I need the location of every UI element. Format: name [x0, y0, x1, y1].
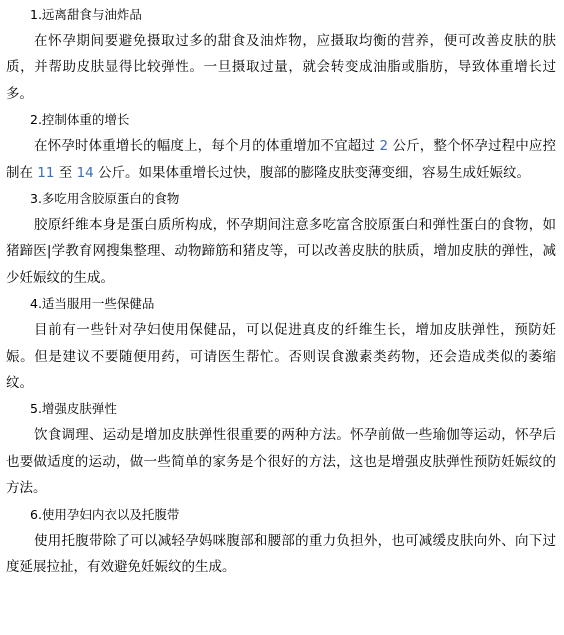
number-value: 14	[76, 164, 94, 181]
section-4	[6, 291, 556, 396]
body-text: 在怀孕时体重增长的幅度上，每个月的体重增加不宜超过	[34, 138, 380, 155]
section-body: 在怀孕期间要避免摄取过多的甜食及油炸物，应摄取均衡的营养，便可改善皮肤的肤质，并帮助皮肤显得比较弹性。一旦摄取过量，就会转变成油脂或脂肪，导致体重增长过多。	[6, 33, 556, 102]
section-6	[6, 502, 556, 581]
section-body: 目前有一些针对孕妇使用保健品，可以促进真皮的纤维生长，增加皮肤弹性，预防妊娠。但是建议不要随便用药，可请医生帮忙。否则误食激素类药物，还会造成类似的萎缩纹。	[6, 322, 556, 392]
section-2	[6, 107, 556, 186]
section-heading: 3.多吃用含胶原蛋白的食物	[30, 191, 180, 207]
body-text: 至	[54, 164, 77, 181]
section-body: 使用托腹带除了可以减轻孕妈咪腹部和腰部的重力负担外，也可减缓皮肤向外、向下过度延展拉扯，有效避免妊娠纹的生成。	[6, 532, 556, 576]
section-heading: 1.远离甜食与油炸品	[30, 7, 142, 22]
section-heading: 6.使用孕妇内衣以及托腹带	[30, 506, 180, 522]
body-text: 公斤。如果体重增长过快，腹部的膨隆皮肤变薄变细，容易生成妊娠纹。	[93, 164, 531, 181]
section-body	[6, 133, 556, 186]
section-5	[6, 396, 556, 501]
section-body: 胶原纤维本身是蛋白质所构成，怀孕期间注意多吃富含胶原蛋白和弹性蛋白的食物，如猪蹄医|学教育网搜集整理、动物蹄筋和猪皮等，可以改善皮肤的肤质，增加皮肤的弹性，减少妊娠纹的生成。	[6, 217, 556, 286]
section-heading: 5.增强皮肤弹性	[30, 401, 117, 417]
section-body: 饮食调理、运动是增加皮肤弹性很重要的两种方法。怀孕前做一些瑜伽等运动，怀孕后也要做适度的运动，做一些简单的家务是个很好的方法，这也是增强皮肤弹性预防妊娠纹的方法。	[6, 427, 556, 497]
section-3	[6, 186, 556, 291]
section-heading: 4.适当服用一些保健品	[30, 296, 155, 312]
body-text: 公斤，整个怀孕过程中应控制在	[6, 138, 556, 181]
number-value: 2	[379, 138, 389, 155]
section-heading: 2.控制体重的增长	[30, 112, 130, 128]
number-value: 11	[37, 164, 55, 181]
section-1	[6, 2, 556, 107]
